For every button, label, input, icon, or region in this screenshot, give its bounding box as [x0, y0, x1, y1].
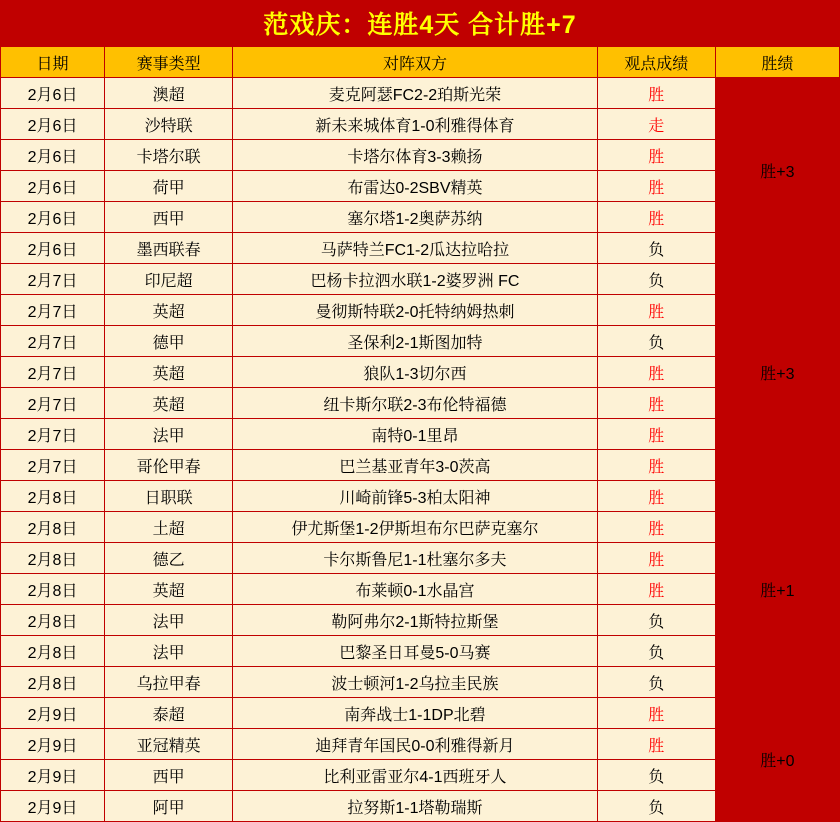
column-header-league: 赛事类型 — [105, 47, 233, 78]
cell-date: 2月8日 — [1, 605, 105, 636]
table-row — [1, 791, 840, 822]
cell-league: 墨西联春 — [105, 233, 233, 264]
cell-match: 麦克阿瑟FC2-2珀斯光荣 — [233, 78, 597, 109]
cell-league: 德甲 — [105, 326, 233, 357]
cell-league: 印尼超 — [105, 264, 233, 295]
cell-result: 负 — [597, 636, 715, 667]
cell-match: 川崎前锋5-3柏太阳神 — [233, 481, 597, 512]
cell-result: 负 — [597, 760, 715, 791]
cell-league: 澳超 — [105, 78, 233, 109]
cell-date: 2月6日 — [1, 109, 105, 140]
cell-date: 2月6日 — [1, 78, 105, 109]
cell-league: 日职联 — [105, 481, 233, 512]
cell-result: 负 — [597, 326, 715, 357]
cell-league: 哥伦甲春 — [105, 450, 233, 481]
cell-match: 布莱顿0-1水晶宫 — [233, 574, 597, 605]
cell-date: 2月9日 — [1, 729, 105, 760]
table-row — [1, 202, 840, 233]
table-row — [1, 109, 840, 140]
cell-result: 胜 — [597, 574, 715, 605]
cell-result: 负 — [597, 791, 715, 822]
cell-match: 南特0-1里昂 — [233, 419, 597, 450]
table-row — [1, 636, 840, 667]
table-row — [1, 357, 840, 388]
cell-date: 2月6日 — [1, 171, 105, 202]
cell-result: 胜 — [597, 512, 715, 543]
cell-result: 胜 — [597, 419, 715, 450]
cell-match: 波士顿河1-2乌拉圭民族 — [233, 667, 597, 698]
cell-result: 胜 — [597, 295, 715, 326]
cell-match: 巴杨卡拉泗水联1-2婆罗洲 FC — [233, 264, 597, 295]
cell-date: 2月7日 — [1, 326, 105, 357]
cell-league: 沙特联 — [105, 109, 233, 140]
cell-match: 塞尔塔1-2奥萨苏纳 — [233, 202, 597, 233]
table-header — [1, 47, 840, 78]
cell-date: 2月8日 — [1, 667, 105, 698]
cell-result: 负 — [597, 264, 715, 295]
cell-score-group: 胜+3 — [715, 78, 839, 264]
cell-match: 南奔战士1-1DP北碧 — [233, 698, 597, 729]
column-header-match: 对阵双方 — [233, 47, 597, 78]
cell-league: 亚冠精英 — [105, 729, 233, 760]
table-row — [1, 512, 840, 543]
cell-date: 2月7日 — [1, 419, 105, 450]
table-row — [1, 760, 840, 791]
cell-date: 2月6日 — [1, 202, 105, 233]
table-row — [1, 450, 840, 481]
table-row — [1, 543, 840, 574]
cell-match: 马萨特兰FC1-2瓜达拉哈拉 — [233, 233, 597, 264]
cell-score-group: 胜+3 — [715, 264, 839, 481]
cell-result: 胜 — [597, 450, 715, 481]
cell-league: 法甲 — [105, 605, 233, 636]
table-row — [1, 233, 840, 264]
table-body — [1, 78, 840, 822]
cell-result: 胜 — [597, 698, 715, 729]
cell-date: 2月8日 — [1, 636, 105, 667]
cell-result: 负 — [597, 667, 715, 698]
cell-league: 西甲 — [105, 202, 233, 233]
cell-result: 胜 — [597, 202, 715, 233]
cell-date: 2月7日 — [1, 264, 105, 295]
table-row — [1, 667, 840, 698]
column-header-result: 观点成绩 — [597, 47, 715, 78]
cell-date: 2月8日 — [1, 574, 105, 605]
table-row — [1, 419, 840, 450]
cell-date: 2月8日 — [1, 512, 105, 543]
table-row — [1, 481, 840, 512]
table-row — [1, 698, 840, 729]
table-row — [1, 729, 840, 760]
cell-match: 比利亚雷亚尔4-1西班牙人 — [233, 760, 597, 791]
cell-date: 2月9日 — [1, 698, 105, 729]
cell-result: 负 — [597, 233, 715, 264]
table-row — [1, 574, 840, 605]
cell-league: 德乙 — [105, 543, 233, 574]
cell-date: 2月7日 — [1, 357, 105, 388]
cell-match: 新未来城体育1-0利雅得体育 — [233, 109, 597, 140]
cell-match: 巴兰基亚青年3-0茨高 — [233, 450, 597, 481]
table-row — [1, 78, 840, 109]
cell-match: 迪拜青年国民0-0利雅得新月 — [233, 729, 597, 760]
cell-match: 卡尔斯鲁尼1-1杜塞尔多夫 — [233, 543, 597, 574]
table-row — [1, 605, 840, 636]
cell-result: 胜 — [597, 388, 715, 419]
cell-match: 曼彻斯特联2-0托特纳姆热刺 — [233, 295, 597, 326]
cell-date: 2月6日 — [1, 233, 105, 264]
cell-league: 乌拉甲春 — [105, 667, 233, 698]
cell-date: 2月9日 — [1, 760, 105, 791]
cell-date: 2月6日 — [1, 140, 105, 171]
table-row — [1, 171, 840, 202]
cell-result: 胜 — [597, 729, 715, 760]
cell-date: 2月7日 — [1, 388, 105, 419]
cell-date: 2月8日 — [1, 543, 105, 574]
table-row — [1, 326, 840, 357]
page-title: 范戏庆：连胜4天 合计胜+7 — [0, 0, 840, 46]
predictions-table — [0, 46, 840, 822]
cell-date: 2月8日 — [1, 481, 105, 512]
cell-league: 荷甲 — [105, 171, 233, 202]
cell-date: 2月9日 — [1, 791, 105, 822]
cell-league: 泰超 — [105, 698, 233, 729]
cell-result: 胜 — [597, 171, 715, 202]
cell-date: 2月7日 — [1, 295, 105, 326]
table-row — [1, 264, 840, 295]
cell-match: 布雷达0-2SBV精英 — [233, 171, 597, 202]
column-header-score: 胜绩 — [715, 47, 839, 78]
cell-score-group: 胜+0 — [715, 698, 839, 822]
cell-league: 英超 — [105, 388, 233, 419]
cell-match: 圣保利2-1斯图加特 — [233, 326, 597, 357]
cell-score-group: 胜+1 — [715, 481, 839, 698]
cell-match: 纽卡斯尔联2-3布伦特福德 — [233, 388, 597, 419]
cell-match: 狼队1-3切尔西 — [233, 357, 597, 388]
cell-league: 英超 — [105, 574, 233, 605]
cell-match: 伊尤斯堡1-2伊斯坦布尔巴萨克塞尔 — [233, 512, 597, 543]
cell-league: 法甲 — [105, 636, 233, 667]
cell-match: 卡塔尔体育3-3赖扬 — [233, 140, 597, 171]
cell-result: 胜 — [597, 140, 715, 171]
cell-match: 巴黎圣日耳曼5-0马赛 — [233, 636, 597, 667]
table-header-row — [1, 47, 840, 78]
cell-league: 卡塔尔联 — [105, 140, 233, 171]
column-header-date: 日期 — [1, 47, 105, 78]
cell-league: 西甲 — [105, 760, 233, 791]
table-row — [1, 295, 840, 326]
table-row — [1, 388, 840, 419]
cell-result: 胜 — [597, 78, 715, 109]
cell-league: 法甲 — [105, 419, 233, 450]
cell-league: 阿甲 — [105, 791, 233, 822]
cell-result: 胜 — [597, 543, 715, 574]
cell-date: 2月7日 — [1, 450, 105, 481]
cell-league: 英超 — [105, 357, 233, 388]
cell-result: 走 — [597, 109, 715, 140]
cell-league: 英超 — [105, 295, 233, 326]
cell-match: 勒阿弗尔2-1斯特拉斯堡 — [233, 605, 597, 636]
table-row — [1, 140, 840, 171]
cell-league: 土超 — [105, 512, 233, 543]
cell-result: 负 — [597, 605, 715, 636]
cell-result: 胜 — [597, 357, 715, 388]
cell-match: 拉努斯1-1塔勒瑞斯 — [233, 791, 597, 822]
cell-result: 胜 — [597, 481, 715, 512]
